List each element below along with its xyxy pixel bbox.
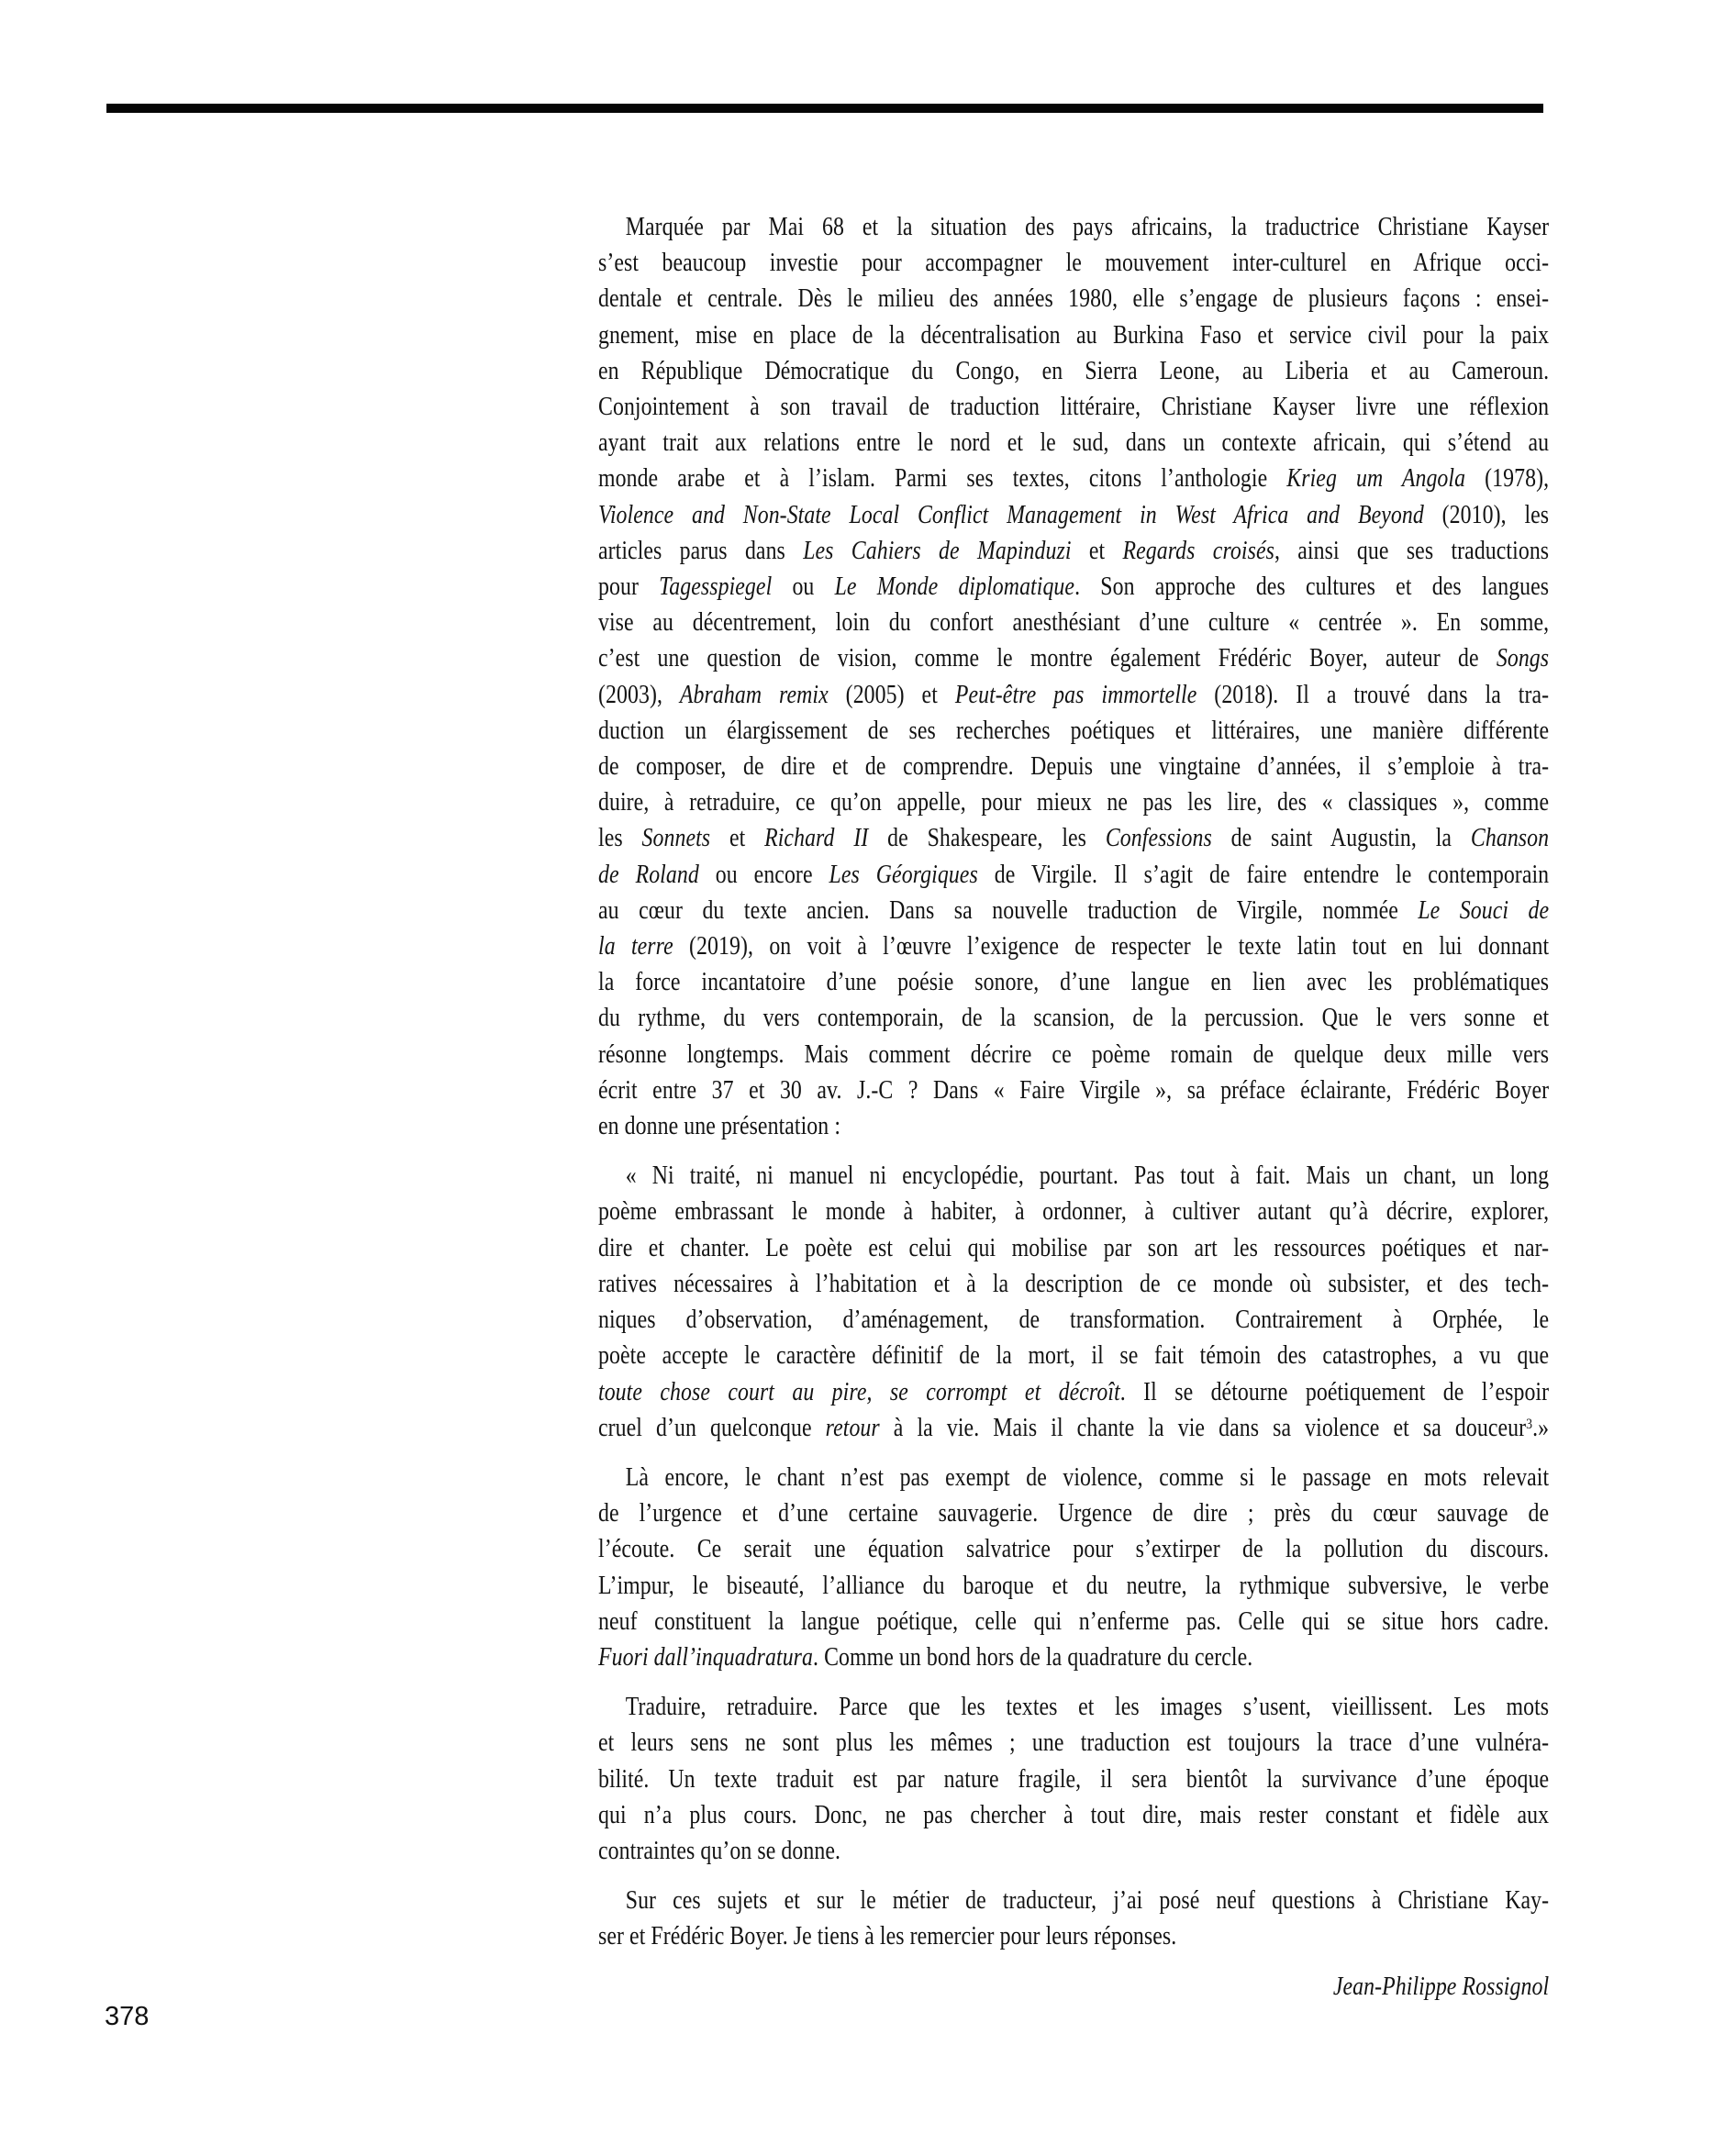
text-run: Sur ces sujets et sur le métier de traducteur, j’ai posé neuf questions à Christiane Kay- [625,1886,1550,1916]
paragraph [598,1460,1549,1675]
text-run: Marquée par Mai 68 et la situation des pays africains, la traductrice Christiane Kayser [625,213,1550,241]
text-run: Richard II [764,824,869,853]
text-run: « Ni traité, ni manuel ni encyclopédie, pourtant. Pas tout à fait. Mais un chant, un long [625,1161,1550,1191]
text-run: Le Souci de [1418,895,1550,925]
text-run: pour [598,572,660,602]
text-run: , ainsi que ses traductions [1274,536,1550,565]
text-run: (2018). Il a trouvé dans la tra- [1196,680,1550,709]
text-line [598,317,1549,353]
text-line [598,1338,1549,1373]
text-line [598,353,1549,389]
text-run: Les Géorgiques [829,860,978,889]
text-run: bilité. Un texte traduit est par nature fragile, il sera bientôt la survivance d’une époque [598,1764,1550,1794]
paragraph [598,1158,1549,1446]
text-line [598,749,1549,784]
text-run: en République Démocratique du Congo, en Sierra Leone, au Liberia et au Cameroun. [598,356,1550,385]
text-line [598,1000,1549,1036]
text-run: toute chose court au pire, se corrompt et décroît [598,1377,1120,1406]
text-run: Traduire, retraduire. Parce que les textes et les images s’usent, vieillissent. Les mots [625,1693,1550,1722]
paragraph [598,1883,1549,1954]
text-line [598,1374,1549,1410]
text-line [598,461,1549,496]
text-line [598,677,1549,713]
text-run: Le Monde diplomatique [834,572,1075,602]
text-run: poète accepte le caractère définitif de la mort, il se fait témoin des catastrophes, a vu que [598,1341,1550,1371]
text-line [598,1410,1549,1446]
text-line [598,1883,1549,1918]
text-run: Sonnets [641,824,711,853]
text-line [598,820,1549,856]
text-line [598,1194,1549,1229]
text-run: . Comme un bond hors de la quadrature du cercle. [813,1642,1253,1672]
text-run: les [598,824,642,853]
text-run: l’écoute. Ce serait une équation salvatrice pour s’extirper de la pollution du discours. [598,1535,1550,1564]
text-run: Fuori dall’inquadratura [598,1642,814,1672]
text-run: (2019), on voit à l’œuvre l’exigence de respecter le texte latin tout en lui donnant [673,932,1550,961]
text-run: Peut-être pas immortelle [954,680,1197,709]
text-line [598,1531,1549,1567]
text-line [598,893,1549,928]
text-run: ayant trait aux relations entre le nord et le sud, dans un contexte africain, qui s’étend au [598,428,1550,458]
text-run: .» [1532,1413,1550,1442]
text-run: duction un élargissement de ses recherches poétiques et littéraires, une manière différente [598,716,1550,745]
text-run: de Roland [598,860,699,889]
text-run: Regards croisés [1122,536,1274,565]
text-line [598,1797,1549,1833]
text-run: et [710,824,765,853]
text-run: de Virgile. Il s’agit de faire entendre le contemporain [977,860,1550,889]
text-run: niques d’observation, d’aménagement, de transformation. Contrairement à Orphée, le [598,1306,1550,1335]
text-run: qui n’a plus cours. Donc, ne pas chercher à tout dire, mais rester constant et fidèle aux [598,1800,1550,1829]
text-run: . Son approche des cultures et des langues [1074,572,1550,602]
text-run: Abraham remix [679,680,829,709]
text-run: Confessions [1105,824,1212,853]
text-run: à la vie. Mais il chante la vie dans sa violence et sa douceur [879,1413,1527,1442]
text-line [598,569,1549,605]
text-run: Krieg um Angola [1286,464,1466,494]
text-line [598,1266,1549,1302]
text-line [598,784,1549,820]
text-line [598,389,1549,425]
text-line [598,1918,1549,1954]
text-run: de Shakespeare, les [868,824,1106,853]
text-run: cruel d’un quelconque [598,1413,826,1442]
text-line [598,1108,1549,1144]
text-line [598,1230,1549,1266]
top-rule [106,104,1543,113]
author-signature: Jean-Philippe Rossignol [1332,1972,1550,2001]
text-run: (2005) et [828,680,955,709]
text-line [598,281,1549,317]
text-run: Tagesspiegel [659,572,773,602]
text-line [598,1072,1549,1108]
text-run: c’est une question de vision, comme le montre également Frédéric Boyer, auteur de [598,644,1497,673]
text-run: gnement, mise en place de la décentralisation au Burkina Faso et service civil pour la paix [598,320,1550,350]
text-run: vise au décentrement, loin du confort anesthésiant d’une culture « centrée ». En somme, [598,608,1550,638]
text-line [598,1460,1549,1495]
text-run: ou encore [698,860,829,889]
text-run: ratives nécessaires à l’habitation et à la description de ce monde où subsister, et des tech- [598,1269,1550,1298]
text-run: de composer, de dire et de comprendre. Depuis une vingtaine d’années, il s’emploie à tra- [598,752,1550,782]
text-line [598,964,1549,1000]
paragraph [598,209,1549,1144]
text-run: s’est beaucoup investie pour accompagner le mouvement inter-culturel en Afrique occi- [598,249,1550,278]
text-run: la terre [598,932,673,961]
text-run: ou [772,572,835,602]
text-run: ser et Frédéric Boyer. Je tiens à les remercier pour leurs réponses. [598,1922,1177,1951]
text-run: du rythme, du vers contemporain, de la scansion, de la percussion. Que le vers sonne et [598,1004,1550,1033]
text-run: en donne une présentation : [598,1112,841,1141]
text-line [598,1302,1549,1338]
text-run: articles parus dans [598,536,804,565]
text-line [598,1037,1549,1072]
text-line [598,533,1549,569]
text-run: poème embrassant le monde à habiter, à ordonner, à cultiver autant qu’à décrire, explorer, [598,1197,1550,1227]
text-run: écrit entre 37 et 30 av. J.-C ? Dans « Faire Virgile », sa préface éclairante, Frédéric Boyer [598,1075,1550,1105]
text-line [598,1158,1549,1194]
text-run: (1978), [1465,464,1550,494]
page-number: 378 [105,2002,150,2031]
text-line [598,1833,1549,1869]
text-line [598,209,1549,245]
paragraph [598,1689,1549,1869]
text-line [598,245,1549,281]
text-line [598,1761,1549,1797]
text-line [598,497,1549,533]
text-run: neuf constituent la langue poétique, celle qui n’enferme pas. Celle qui se situe hors cadre. [598,1606,1550,1636]
text-line [598,425,1549,461]
text-line [598,928,1549,964]
article-body [598,209,1549,2005]
text-line [598,713,1549,749]
text-line [598,1568,1549,1604]
text-run: (2003), [598,680,680,709]
text-line [598,1689,1549,1725]
text-run: de l’urgence et d’une certaine sauvagerie. Urgence de dire ; près du cœur sauvage de [598,1499,1550,1528]
text-run: dentale et centrale. Dès le milieu des années 1980, elle s’engage de plusieurs façons : ensei- [598,284,1550,314]
text-line [598,640,1549,676]
text-run: la force incantatoire d’une poésie sonore, d’une langue en lien avec les problématiques [598,968,1550,997]
text-line [598,1604,1549,1639]
text-line [598,1725,1549,1761]
text-run: dire et chanter. Le poète est celui qui mobilise par son art les ressources poétiques et nar- [598,1233,1550,1262]
text-run: Chanson [1470,824,1550,853]
text-run: (2010), les [1423,500,1550,529]
footnote-marker: 3 [1526,1415,1533,1432]
text-run: . Il se détourne poétiquement de l’espoir [1119,1377,1550,1406]
text-run: contraintes qu’on se donne. [598,1836,841,1865]
article-paragraphs [598,209,1549,1955]
text-run: de saint Augustin, la [1211,824,1471,853]
text-run: retour [825,1413,880,1442]
text-run: monde arabe et à l’islam. Parmi ses textes, citons l’anthologie [598,464,1287,494]
text-line [598,1495,1549,1531]
text-line [598,605,1549,640]
text-run: résonne longtemps. Mais comment décrire ce poème romain de quelque deux mille vers [598,1039,1550,1069]
text-line [598,1639,1549,1675]
text-run: duire, à retraduire, ce qu’on appelle, pour mieux ne pas les lire, des « classiques », comme [598,788,1550,817]
text-run: et [1071,536,1123,565]
text-line [598,857,1549,893]
text-run: L’impur, le biseauté, l’alliance du baroque et du neutre, la rythmique subversive, le verbe [598,1571,1550,1600]
text-run: et leurs sens ne sont plus les mêmes ; une traduction est toujours la trace d’une vulnéra- [598,1728,1550,1758]
text-run: Songs [1496,644,1550,673]
text-run: Violence and Non-State Local Conflict Management in West Africa and Beyond [598,500,1424,529]
text-run: Conjointement à son travail de traduction littéraire, Christiane Kayser livre une réflexion [598,393,1550,422]
text-run: au cœur du texte ancien. Dans sa nouvelle traduction de Virgile, nommée [598,895,1419,925]
text-run: Les Cahiers de Mapinduzi [803,536,1072,565]
text-run: Là encore, le chant n’est pas exempt de violence, comme si le passage en mots relevait [625,1462,1550,1492]
